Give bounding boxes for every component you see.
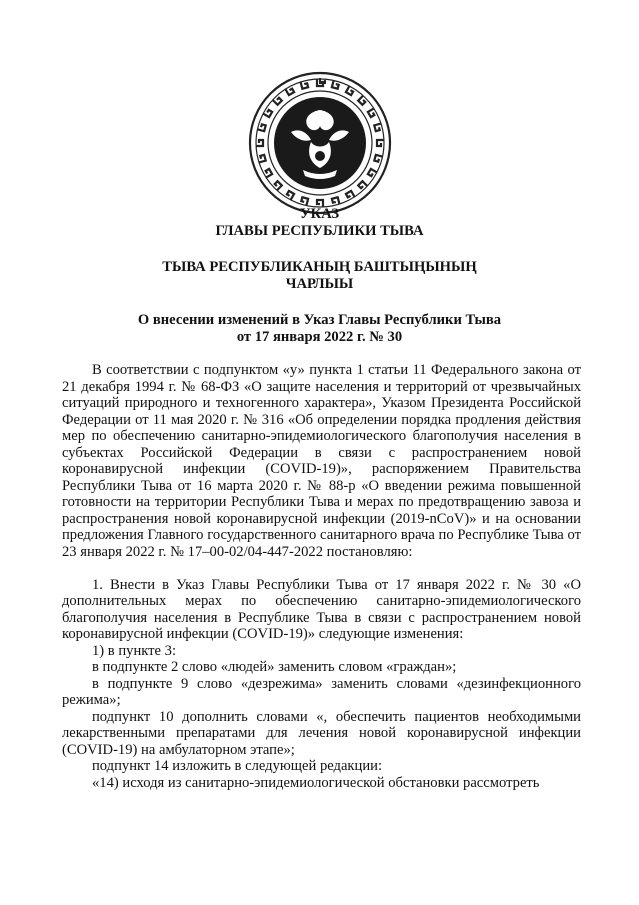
preamble-paragraph: В соответствии с подпунктом «у» пункта 1 статьи 11 Федерального закона от 21 декабря 1994 г. № 68-ФЗ «О защите населения и территорий от чрезвычайных ситуаций природного и техногенного характера», Указом Президента Российской Федерации от 11 мая 2020 г. № 316 «Об определении порядка продления действия мер по обеспечению санитарно-эпидемиологического благополучия населения в субъектах Российской Федерации в связи с распространением новой коронавирусной инфекции (COVID-19)», распоряжением Правительства Республики Тыва от 16 марта 2020 г. № 88-р «О введении режима повышенной готовности на территории Республики Тыва и мерах по предотвращению завоза и распространения новой коронавирусной инфекции (2019-nCoV)» и на основании предложения Главного государственного санитарного врача по Республике Тыва от 23 января 2022 г. № 17–00-02/04-447-2022 постановляю:	[62, 362, 581, 560]
clause-1-paragraph: 1. Внести в Указ Главы Республики Тыва от 17 января 2022 г. № 30 «О дополнительных мерах по обеспечению санитарно-эпидемиологического благополучия населения в Республике Тыва в связи с распространением новой коронавирусной инфекции (COVID-19)» следующие изменения:	[62, 576, 581, 642]
amendment-paragraph: «14) исходя из санитарно-эпидемиологической обстановки рассмотреть	[92, 774, 540, 791]
republic-of-tuva-emblem	[247, 70, 393, 216]
tuvan-title-line2: ЧАРЛЫЫ	[285, 275, 354, 292]
decree-title	[60, 206, 579, 239]
amendment-paragraph: в подпункте 9 слово «дезрежима» заменить словами «дезинфекционного режима»;	[62, 675, 581, 708]
decree-title-line2: ГЛАВЫ РЕСПУБЛИКИ ТЫВА	[215, 222, 424, 239]
amendment-paragraph: подпункт 10 дополнить словами «, обеспечить пациентов необходимыми лекарственными препаратами для лечения новой коронавирусной инфекции (COVID-19) на амбулаторном этапе»;	[62, 708, 581, 758]
tuvan-title-line1: ТЫВА РЕСПУБЛИКАНЫҢ БАШТЫҢЫНЫҢ	[162, 259, 477, 275]
emblem-seal-icon	[247, 70, 393, 216]
amendment-paragraph: в подпункте 2 слово «людей» заменить словом «граждан»;	[92, 659, 457, 675]
amendment-paragraph: подпункт 14 изложить в следующей редакции:	[92, 758, 383, 774]
decree-subject	[60, 312, 579, 345]
subclause-paragraph: 1) в пункте 3:	[92, 642, 177, 659]
subject-line1: О внесении изменений в Указ Главы Республики Тыва	[137, 312, 502, 328]
decree-title-line1: УКАЗ	[299, 206, 340, 222]
decree-body	[62, 362, 581, 791]
decree-title-tuvan	[60, 259, 579, 292]
subject-line2: от 17 января 2022 г. № 30	[236, 328, 403, 345]
